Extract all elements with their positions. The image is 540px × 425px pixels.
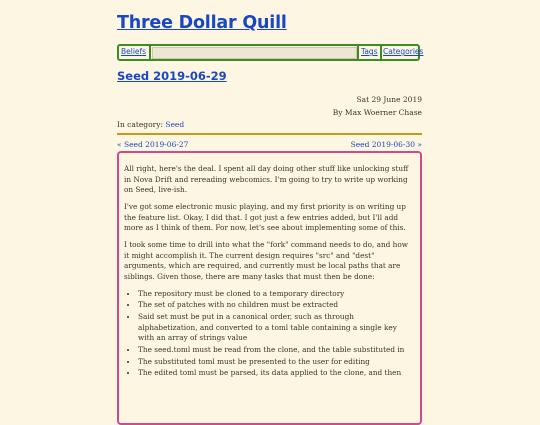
paragraph: I took some time to drill into what the "fork" command needs to do, and how it might accomplish it. The current design requires "src" and "dest" arguments, which are required, and currently must be local paths that are siblings. Given those, there are many tasks that must then be done: (124, 240, 408, 281)
nav-divider (357, 46, 359, 59)
nav-divider (380, 46, 382, 59)
list-item: • The set of patches with no children must be extracted (138, 300, 414, 311)
divider (117, 133, 422, 135)
post-date: Sat 29 June 2019 (356, 95, 422, 104)
paragraph: I've got some electronic music playing, and my first priority is on writing up the feature list. Okay, I did that. I got just a few entries added, but I'll add more as I think of them. For now, let's see about implementing some of this. (124, 202, 406, 232)
site-title-link[interactable]: Three Dollar Quill (117, 13, 287, 33)
list-item: • Said set must be put in a canonical order, such as through alphabetization, and converted to a toml table containing a single key with an array of strings value (138, 312, 414, 344)
category-link[interactable]: Seed (165, 120, 185, 129)
list-item: • The edited toml must be parsed, its data applied to the clone, and then (138, 368, 414, 379)
post-author: By Max Woerner Chase (332, 108, 422, 117)
prev-post-link[interactable]: « Seed 2019-06-27 (117, 140, 189, 149)
list-item: • The repository must be cloned to a temporary directory (138, 289, 414, 300)
paragraph: All right, here's the deal. I spent all day doing other stuff like unlocking stuff in Nova Drift and rereading webcomics. I'm going to try to write up working on Seed, live-ish. (124, 164, 409, 194)
post-title-link[interactable]: Seed 2019-06-29 (117, 69, 227, 83)
list-item: • The substituted toml must be presented to the user for editing (138, 357, 414, 368)
search-input[interactable] (152, 47, 357, 59)
nav-categories-link[interactable]: Categories (383, 47, 424, 56)
next-post-link[interactable]: Seed 2019-06-30 » (350, 140, 422, 149)
nav-tags-link[interactable]: Tags (361, 47, 378, 56)
post-content (124, 164, 414, 380)
list-item: • The seed.toml must be read from the clone, and the table substituted in (138, 345, 414, 356)
nav-beliefs-link[interactable]: Beliefs (121, 47, 147, 56)
navbar (117, 44, 424, 61)
nav-divider (149, 46, 151, 59)
category-prefix: In category: (117, 120, 166, 129)
task-list (124, 289, 414, 379)
post-content-box (117, 151, 422, 425)
post-category (117, 120, 184, 129)
